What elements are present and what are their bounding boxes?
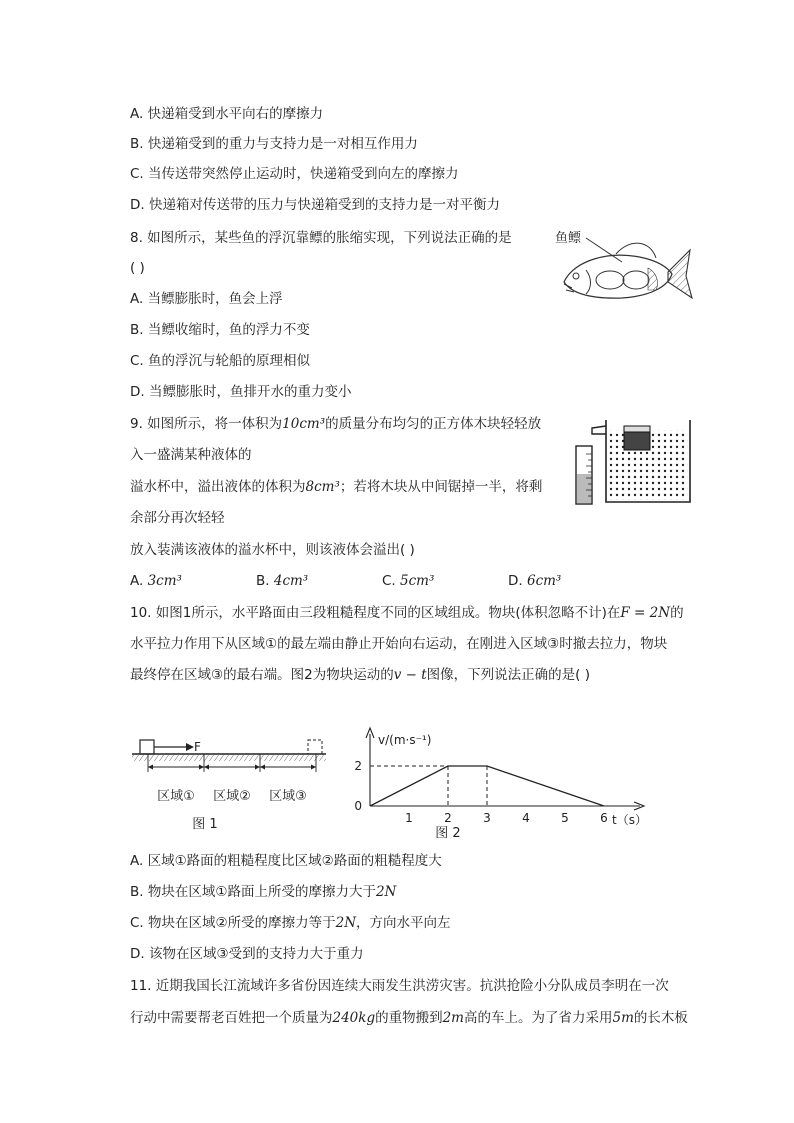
y-axis-label: v/(m·s⁻¹) — [378, 733, 432, 747]
q10-stem-line1 — [130, 603, 684, 623]
overflow-cup-figure — [572, 414, 696, 506]
q10-text: 图像，下列说法正确的是( ) — [426, 667, 590, 683]
fish-eye — [573, 273, 579, 279]
figure-2-caption: 图 2 — [435, 826, 461, 841]
q7-option-b: B. 快递箱受到的重力与支持力是一对相互作用力 — [130, 136, 418, 152]
x-axis-label: t（s） — [612, 813, 647, 827]
q10-option-a: A. 区域①路面的粗糙程度比区域②路面的粗糙程度大 — [130, 853, 442, 869]
q10-force-value: F = 2N — [620, 605, 671, 621]
figure-1-road-regions — [128, 734, 338, 834]
q7-option-d: D. 快递箱对传送带的压力与快递箱受到的支持力是一对平衡力 — [130, 197, 500, 213]
force-arrow-head — [186, 743, 194, 751]
q8-option-c: C. 鱼的浮沉与轮船的原理相似 — [130, 353, 311, 369]
q7-option-a: A. 快递箱受到水平向右的摩擦力 — [130, 106, 324, 122]
q9-stem-line5: 放入装满该液体的溢水杯中，则该液体会溢出( ) — [130, 542, 415, 558]
q8-stem: 8. 如图所示，某些鱼的浮沉靠鳔的胀缩实现，下列说法正确的是 — [130, 230, 512, 246]
q9-stem-line3 — [130, 477, 542, 497]
velocity-series-line — [370, 766, 604, 806]
q10-b-value: 2N — [375, 884, 397, 900]
q11-mass-value: 240kg — [332, 1010, 376, 1026]
overflow-spout — [592, 426, 606, 434]
label-leader-line — [586, 238, 622, 262]
q8-option-a: A. 当鳔膨胀时，鱼会上浮 — [130, 291, 283, 307]
q9-text: 9. 如图所示，将一体积为 — [130, 416, 283, 432]
fish-tail — [668, 250, 692, 298]
q9-option-c: C. 5cm³ — [382, 573, 435, 589]
q10-text: ，方向水平向左 — [356, 915, 451, 931]
q8-option-b: B. 当鳔收缩时，鱼的浮力不变 — [130, 322, 310, 338]
figure-1-caption: 图 1 — [192, 817, 218, 832]
q8-answer-paren: ( ) — [130, 260, 145, 276]
q9-stem-line2: 入一盛满某种液体的 — [130, 447, 252, 463]
figure-2-vt-chart — [350, 724, 660, 844]
q11-text: 的重物搬到 — [375, 1010, 443, 1026]
region-2-label: 区域② — [213, 789, 251, 804]
q9-stem-line4: 余部分再次轻轻 — [130, 510, 225, 526]
q9-overflow-value: 8cm³ — [305, 479, 340, 495]
q11-text: 的长木板 — [633, 1010, 688, 1026]
block — [140, 740, 154, 754]
region-3-label: 区域③ — [269, 789, 307, 804]
q10-stem-line2: 水平拉力作用下从区域①的最左端由静止开始向右运动，在刚进入区域③时撤去拉力，物块 — [130, 636, 668, 652]
q10-option-b — [130, 882, 396, 902]
swim-bladder-label: 鱼鳔 — [555, 231, 582, 246]
road-hatching — [132, 755, 326, 761]
y-tick-label-0: 0 — [354, 799, 362, 813]
q11-stem-line1: 11. 近期我国长江流域许多省份因连续大雨发生洪涝灾害。抗洪抢险小分队成员李明在一次 — [130, 978, 669, 994]
q10-text: C. 物块在区域②所受的摩擦力等于 — [130, 915, 336, 931]
q7-option-c: C. 当传送带突然停止运动时，快递箱受到向左的摩擦力 — [130, 166, 459, 182]
q9-stem-line1 — [130, 414, 541, 434]
q9-option-b: B. 4cm³ — [256, 573, 309, 589]
fish-dorsal-fin — [616, 243, 656, 258]
q10-stem-line3 — [130, 665, 590, 685]
q10-vt-label: v − t — [393, 667, 427, 683]
q8-option-d: D. 当鳔膨胀时，鱼排开水的重力变小 — [130, 384, 352, 400]
region-1-label: 区域① — [157, 789, 195, 804]
wooden-cube-top — [624, 426, 650, 432]
q10-text: 最终停在区域③的最右端。图2为物块运动的 — [130, 667, 394, 683]
final-position-block — [308, 740, 322, 754]
x-tick-label-4: 4 — [522, 811, 530, 825]
q9-option-d: D. 6cm³ — [508, 573, 562, 589]
fish-gill — [586, 270, 591, 294]
x-tick-label-6: 6 — [600, 811, 608, 825]
swim-bladder-back — [623, 271, 649, 289]
q11-stem-line2 — [130, 1008, 688, 1028]
q10-option-d: D. 该物在区域③受到的支持力大于重力 — [130, 946, 364, 962]
x-tick-label-1: 1 — [405, 811, 413, 825]
q10-option-c — [130, 913, 451, 933]
q10-text: 的 — [670, 605, 684, 621]
q11-text: 高的车上。为了省力采用 — [463, 1010, 613, 1026]
x-tick-label-3: 3 — [483, 811, 491, 825]
fish-swim-bladder-figure — [552, 228, 694, 306]
q9-text: 溢水杯中，溢出液体的体积为 — [130, 479, 306, 495]
q9-volume-value: 10cm³ — [282, 416, 326, 432]
fish-scales — [648, 268, 658, 290]
x-tick-label-2: 2 — [444, 811, 452, 825]
swim-bladder-front — [596, 271, 624, 289]
q11-height-value: 2m — [442, 1010, 464, 1026]
force-label: F — [194, 740, 201, 754]
q11-text: 行动中需要帮老百姓把一个质量为 — [130, 1010, 333, 1026]
q10-text: B. 物块在区域①路面上所受的摩擦力大于 — [130, 884, 376, 900]
q9-text: 的质量分布均匀的正方体木块轻轻放 — [325, 416, 542, 432]
q10-c-value: 2N — [335, 915, 357, 931]
q9-text: ；若将木块从中间锯掉一半，将剩 — [339, 479, 543, 495]
q11-board-length: 5m — [612, 1010, 634, 1026]
q9-option-a: A. 3cm³ — [130, 573, 182, 589]
q10-text: 10. 如图1所示，水平路面由三段粗糙程度不同的区域组成。物块(体积忽略不计)在 — [130, 605, 621, 621]
y-tick-label-2: 2 — [354, 759, 362, 773]
x-tick-label-5: 5 — [561, 811, 569, 825]
